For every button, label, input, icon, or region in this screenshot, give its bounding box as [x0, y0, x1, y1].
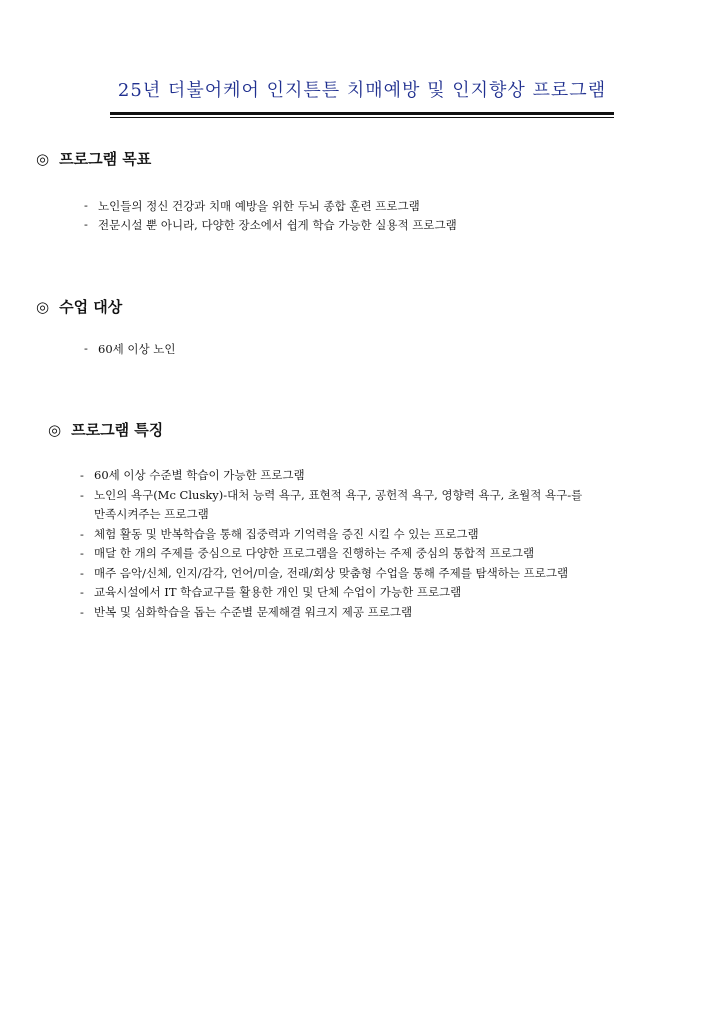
dash-bullet: - [84, 217, 88, 231]
title-underline-thin [110, 117, 614, 118]
goals-list [84, 198, 457, 236]
dash-bullet: - [84, 341, 88, 355]
list-item [84, 341, 176, 360]
list-item-text: 매주 음악/신체, 인지/감각, 언어/미술, 전래/회상 맞춤형 수업을 통해 주제를 탐색하는 프로그램 [94, 565, 569, 580]
list-item [80, 486, 582, 525]
dash-bullet: - [80, 468, 84, 482]
double-circle-icon: ◎ [36, 298, 50, 316]
list-item-text: 체험 활동 및 반복학습을 통해 집중력과 기억력을 증진 시킬 수 있는 프로그램 [94, 526, 479, 541]
dash-bullet: - [80, 487, 84, 502]
dash-bullet: - [84, 198, 88, 212]
section-heading-label: 수업 대상 [59, 298, 123, 316]
list-item-text: 노인들의 정신 건강과 치매 예방을 위한 두뇌 종합 훈련 프로그램 [98, 199, 420, 213]
section-heading-target [36, 296, 122, 317]
title-underline-thick [110, 112, 614, 115]
document-title: 25년 더불어케어 인지튼튼 치매예방 및 인지향상 프로그램 [117, 80, 607, 101]
dash-bullet: - [80, 604, 84, 619]
dash-bullet: - [80, 565, 84, 580]
features-list [80, 466, 582, 622]
list-item [80, 466, 582, 486]
list-item-text: 반복 및 심화학습을 돕는 수준별 문제해결 워크지 제공 프로그램 [94, 604, 413, 619]
target-list [84, 341, 176, 360]
dash-bullet: - [80, 546, 84, 560]
section-heading-features [48, 419, 163, 440]
section-heading-label: 프로그램 특징 [71, 421, 164, 439]
list-item [80, 564, 582, 584]
section-heading-label: 프로그램 목표 [59, 150, 152, 168]
list-item [80, 583, 582, 603]
dash-bullet: - [80, 526, 84, 541]
list-item-text: 전문시설 뿐 아니라, 다양한 장소에서 쉽게 학습 가능한 실용적 프로그램 [98, 218, 457, 232]
list-item-text: 60세 이상 노인 [98, 342, 176, 356]
list-item-text: 교육시설에서 IT 학습교구를 활용한 개인 및 단체 수업이 가능한 프로그램 [94, 585, 462, 599]
list-item-text: 60세 이상 수준별 학습이 가능한 프로그램 [94, 468, 305, 482]
list-item-text: 매달 한 개의 주제를 중심으로 다양한 프로그램을 진행하는 주제 중심의 통합적 프로그램 [94, 546, 535, 560]
list-item-text: 노인의 욕구(Mc Clusky)-대처 능력 욕구, 표현적 욕구, 공헌적 욕구, 영향력 욕구, 초월적 욕구-를 [94, 487, 583, 502]
list-item [84, 217, 457, 236]
list-item-continuation: 만족시켜주는 프로그램 [94, 507, 209, 521]
list-item [84, 198, 457, 217]
section-heading-goals [36, 148, 151, 169]
list-item [80, 544, 582, 564]
dash-bullet: - [80, 585, 84, 599]
double-circle-icon: ◎ [48, 421, 62, 439]
double-circle-icon: ◎ [36, 150, 50, 168]
list-item [80, 525, 582, 545]
list-item [80, 603, 582, 623]
